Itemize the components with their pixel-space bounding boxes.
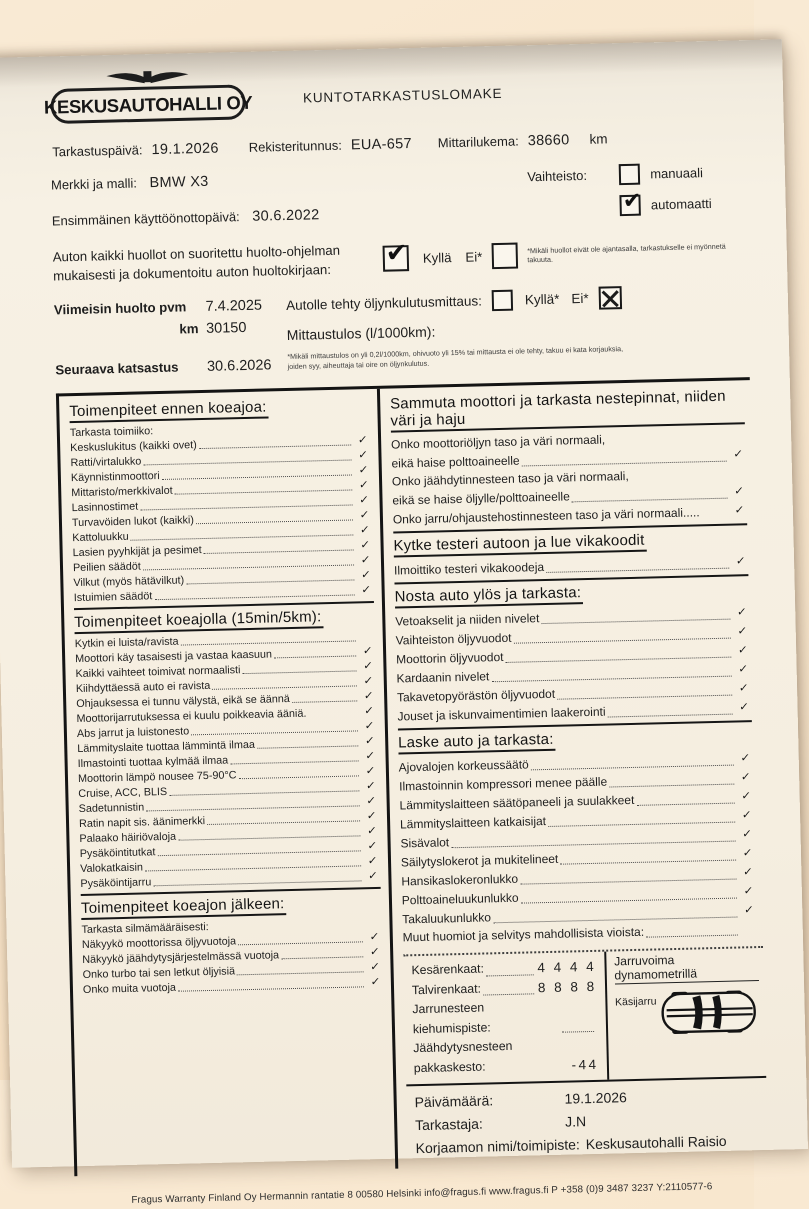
dotted-leader bbox=[546, 568, 729, 573]
item-label: Abs jarrut ja luistonesto bbox=[77, 724, 190, 741]
section-heading: Toimenpiteet koeajolla (15min/5km): bbox=[74, 606, 324, 634]
item-label: Palaako häiriövaloja bbox=[79, 830, 176, 846]
item-label: Polttoaineluukunlukko bbox=[402, 889, 519, 910]
checkmark-icon: ✓ bbox=[363, 779, 379, 793]
item-label: Säilytyslokerot ja mukitelineet bbox=[401, 850, 559, 872]
dotted-leader bbox=[153, 880, 361, 886]
item-label: Keskuslukitus (kaikki ovet) bbox=[70, 438, 197, 455]
item-label: Lasien pyyhkijät ja pesimet bbox=[73, 543, 202, 560]
item-label: Cruise, ACC, BLIS bbox=[78, 785, 167, 801]
right-sections bbox=[390, 383, 763, 946]
rekisteritunnus-value: EUA-657 bbox=[351, 136, 412, 153]
manuaali-checkbox bbox=[619, 164, 640, 185]
merkki-label: Merkki ja malli: bbox=[51, 175, 137, 192]
dotted-leader bbox=[292, 700, 357, 703]
ei-label: Ei* bbox=[465, 249, 482, 264]
item-label: Moottorin öljyvuodot bbox=[396, 648, 504, 669]
item-label: Käynnistinmoottori bbox=[71, 469, 160, 485]
scanned-form-paper bbox=[0, 39, 808, 1167]
checkmark-icon: ✓ bbox=[361, 704, 377, 718]
checkmark-icon: ✓ bbox=[359, 644, 375, 658]
form-title: KUNTOTARKASTUSLOMAKE bbox=[303, 86, 503, 106]
keskusautohalli-logo bbox=[48, 66, 247, 127]
dotted-leader bbox=[239, 775, 359, 779]
item-label: Ratti/virtalukko bbox=[70, 454, 141, 470]
vehicle-info bbox=[51, 171, 320, 229]
item-label: Onko muita vuotoja bbox=[83, 981, 176, 997]
item-label: Ajovalojen korkeussäätö bbox=[398, 755, 528, 776]
item-label: Vaihteiston öljyvuodot bbox=[395, 629, 511, 650]
item-label: Kaikki vaihteet toimivat normaalisti bbox=[75, 663, 240, 681]
jarruvoima-title: Jarruvoima dynamometrillä bbox=[614, 951, 759, 984]
checkmark-icon: ✓ bbox=[358, 583, 374, 597]
dotted-leader bbox=[257, 745, 358, 748]
checkmark-icon: ✓ bbox=[360, 674, 376, 688]
checkmark-icon: ✓ bbox=[739, 844, 755, 862]
item-label: Lämmityslaitteen säätöpaneeli ja suulakkeet bbox=[399, 791, 634, 815]
checkmark-icon: ✓ bbox=[741, 901, 757, 919]
kylla-checkbox bbox=[383, 245, 410, 272]
footer-text: Fragus Warranty Finland Oy Hermannin rantatie 8 00580 Helsinki info@fragus.fi www.fragus.fi P +358 (0)9 3487 3237 Y:2110577-6 bbox=[75, 1180, 769, 1207]
checkmark-icon: ✓ bbox=[365, 869, 381, 883]
huolto-details bbox=[54, 283, 750, 381]
dotted-leader bbox=[636, 803, 734, 806]
item-label: Lasinnostimet bbox=[71, 500, 138, 516]
checkmark-icon: ✓ bbox=[732, 552, 748, 570]
huolto-statement: Auton kaikki huollot on suoritettu huolto-ohjelman mukaisesti ja dokumentoitu auton huoltokirjaan: bbox=[52, 240, 383, 286]
mittaustulos-label: Mittaustulos (l/1000km): bbox=[287, 316, 749, 343]
checkmark-icon: ✓ bbox=[354, 433, 370, 447]
checkmark-icon: ✓ bbox=[358, 568, 374, 582]
dotted-leader bbox=[178, 986, 364, 991]
kasijarru-label: Käsijarru bbox=[615, 995, 657, 1008]
item-label: Valokatkaisin bbox=[80, 861, 143, 876]
kayttoonotto-label: Ensimmäinen käyttöönottopäivä: bbox=[52, 209, 240, 228]
checkmark-icon: ✓ bbox=[734, 603, 750, 621]
item-label: Lämmityslaite tuottaa lämmintä ilmaa bbox=[77, 738, 255, 756]
checkmark-icon: ✓ bbox=[360, 689, 376, 703]
huolto-disclaimer: *Mikäli huollot eivät ole ajantasalla, tarkastukselle ei myönnetä takuuta. bbox=[527, 241, 745, 264]
tarkastaja-label: Tarkastaja: bbox=[415, 1111, 566, 1138]
item-label: Pysäköintijarru bbox=[80, 875, 151, 891]
dotted-leader bbox=[274, 655, 356, 658]
item-label: Istuimien säädöt bbox=[74, 589, 153, 605]
item-label: Muut huomiot ja selvitys mahdollisista vioista: bbox=[402, 923, 644, 947]
info-row-1 bbox=[52, 128, 744, 160]
item-label: Kardaanin nivelet bbox=[396, 667, 489, 687]
checkmark-icon: ✓ bbox=[357, 538, 373, 552]
section-heading: Kytke testeri autoon ja lue vikakoodit bbox=[393, 530, 647, 558]
tire-label: Jarrunesteen kiehumispiste: bbox=[412, 997, 560, 1039]
km-label: km bbox=[54, 318, 202, 342]
item-label: Moottorijarrutuksessa ei kuulu poikkeavia ääniä. bbox=[76, 707, 306, 726]
item-label: Moottori käy tasaisesti ja vastaa kaasuun bbox=[75, 647, 272, 666]
checkmark-icon: ✓ bbox=[735, 679, 751, 697]
item-label: Turvavöiden lukot (kaikki) bbox=[72, 513, 194, 530]
checkmark-icon: ✓ bbox=[361, 734, 377, 748]
checkmark-icon: ✓ bbox=[367, 975, 383, 989]
dotted-leader bbox=[608, 714, 733, 718]
checkmark-icon: ✓ bbox=[734, 622, 750, 640]
item-label: Onko jäähdytinnesteen taso ja väri normaali, bbox=[392, 467, 629, 491]
item-label: eikä se haise öljylle/polttoaineelle bbox=[392, 487, 570, 509]
checkmark-icon: ✓ bbox=[730, 445, 746, 463]
checkmark-icon: ✓ bbox=[740, 882, 756, 900]
tire-label: Talvirenkaat: bbox=[412, 979, 481, 1000]
item-label: Jouset ja iskunvaimentimien laakerointi bbox=[397, 703, 605, 726]
checkmark-icon: ✓ bbox=[734, 641, 750, 659]
dotted-leader bbox=[486, 974, 534, 976]
checkmark-icon: ✓ bbox=[361, 719, 377, 733]
checkmark-icon: ✓ bbox=[735, 660, 751, 678]
tire-measurement-row bbox=[413, 1035, 599, 1078]
logo-text: KESKUSAUTOHALLI OY bbox=[44, 92, 254, 118]
oljy-ei-checkbox-checked bbox=[598, 286, 622, 310]
logo-wing-icon bbox=[106, 73, 144, 84]
tarkastuspaiva-label: Tarkastuspäivä: bbox=[52, 142, 143, 159]
tire-label: Jäähdytysnesteen pakkaskesto: bbox=[413, 1036, 566, 1079]
viimeisin-huolto-km: 30150 bbox=[206, 320, 247, 337]
item-label: Onko jarru/ohjaustehostinnesteen taso ja väri normaali..... bbox=[393, 503, 700, 528]
item-label: Onko moottoriöljyn taso ja väri normaali, bbox=[391, 431, 605, 454]
checklist-section bbox=[393, 523, 748, 579]
item-label: Ratin napit sis. äänimerkki bbox=[79, 814, 205, 831]
item-label: Sisävalot bbox=[400, 833, 449, 852]
checklist-section bbox=[74, 601, 380, 891]
section-heading: Toimenpiteet ennen koeajoa: bbox=[69, 396, 269, 423]
item-label: Takaluukunlukko bbox=[402, 908, 491, 928]
dotted-leader bbox=[243, 670, 357, 674]
item-label: Onko turbo tai sen letkut öljyisiä bbox=[82, 964, 235, 982]
checklist-section bbox=[69, 392, 374, 605]
item-label: Takavetopyörästön öljyvuodot bbox=[397, 685, 555, 707]
paivamaara-label: Päivämäärä: bbox=[414, 1088, 565, 1115]
automaatti-checkbox bbox=[620, 194, 641, 215]
item-label: eikä haise polttoaineelle bbox=[391, 452, 519, 473]
checkmark-icon: ✓ bbox=[356, 493, 372, 507]
kylla-label: Kyllä bbox=[423, 250, 452, 266]
checkmark-icon: ✓ bbox=[367, 960, 383, 974]
item-label: Tarkasta toimiiko: bbox=[70, 424, 154, 440]
dotted-leader bbox=[154, 594, 354, 600]
checkmark-icon: ✓ bbox=[739, 825, 755, 843]
viimeisin-huolto-label: Viimeisin huolto pvm bbox=[54, 296, 202, 320]
checkmark-icon: ✓ bbox=[738, 806, 754, 824]
checkmark-icon: ✓ bbox=[737, 768, 753, 786]
rekisteritunnus-label: Rekisteritunnus: bbox=[249, 138, 343, 155]
item-label: Näkyykö jäähdytysjärjestelmässä vuotoja bbox=[82, 948, 279, 967]
checkmark-icon: ✓ bbox=[357, 523, 373, 537]
item-label: Moottorin lämpö nousee 75-90°C bbox=[78, 768, 237, 786]
mittarilukema-unit: km bbox=[589, 131, 607, 146]
item-label: Ilmastoinnin kompressori menee päälle bbox=[399, 773, 607, 796]
checkmark-icon: ✓ bbox=[355, 478, 371, 492]
tire-label: Kesärenkaat: bbox=[411, 960, 484, 981]
mittarilukema-value: 38660 bbox=[528, 132, 570, 149]
checkmark-icon: ✓ bbox=[364, 854, 380, 868]
checklist-section bbox=[81, 887, 383, 997]
item-label: Hansikaslokeronlukko bbox=[401, 870, 518, 891]
checkmark-icon: ✓ bbox=[736, 698, 752, 716]
car-top-view-icon bbox=[659, 985, 758, 1039]
dotted-leader bbox=[562, 1031, 594, 1033]
checkmark-icon: ✓ bbox=[360, 659, 376, 673]
dotted-leader bbox=[646, 935, 738, 938]
item-label: Ohjauksessa ei tunnu välystä, eikä se äännä bbox=[76, 692, 290, 711]
section-heading: Laske auto ja tarkasta: bbox=[398, 729, 556, 755]
oljynkulutus-label: Autolle tehty öljynkulutusmittaus: bbox=[286, 293, 482, 313]
item-label: Vetoakselit ja niiden nivelet bbox=[395, 609, 539, 630]
item-label: Kiihdyttäessä auto ei ravista bbox=[76, 679, 211, 696]
tire-value: 4 4 4 4 bbox=[537, 957, 596, 978]
huolto-dates bbox=[54, 294, 272, 381]
tire-measurement-row bbox=[412, 996, 598, 1039]
checkmark-icon: ✓ bbox=[363, 794, 379, 808]
item-label: Mittaristo/merkkivalot bbox=[71, 484, 173, 500]
seuraava-katsastus-label: Seuraava katsastus bbox=[55, 356, 203, 380]
item-label: Ilmastointi tuottaa kylmää ilmaa bbox=[77, 753, 228, 771]
tarkastaja-value: J.N bbox=[565, 1110, 587, 1133]
merkki-value: BMW X3 bbox=[149, 174, 208, 191]
item-label: Peilien säädöt bbox=[73, 559, 141, 575]
item-label: Lämmityslaitteen katkaisijat bbox=[400, 812, 546, 833]
vaihteisto-group bbox=[527, 162, 712, 218]
oljynkulutus-disclaimer: *Mikäli mittaustulos on yli 0,2l/1000km, ohivuoto yli 15% tai mittausta ei ole tehty, takuu ei kata korjauksia, joiden syy, aiheuttaja tai oire on öljynkulutus. bbox=[287, 344, 623, 371]
viimeisin-huolto-pvm: 7.4.2025 bbox=[205, 298, 262, 315]
checklist-left-column bbox=[59, 389, 395, 1176]
section-heading: Toimenpiteet koeajon jälkeen: bbox=[81, 893, 287, 920]
checkmark-icon: ✔ bbox=[623, 188, 642, 213]
checkmark-icon: ✓ bbox=[731, 501, 747, 519]
oljy-kylla-label: Kyllä* bbox=[525, 292, 560, 308]
paivamaara-value: 19.1.2026 bbox=[564, 1086, 627, 1110]
item-label: Tarkasta silmämääräisesti: bbox=[81, 920, 208, 937]
kayttoonotto-value: 30.6.2022 bbox=[252, 207, 320, 225]
seuraava-katsastus-value: 30.6.2026 bbox=[207, 357, 272, 375]
vaihteisto-label: Vaihteisto: bbox=[527, 168, 605, 185]
checkmark-icon: ✓ bbox=[364, 824, 380, 838]
checkmark-icon: ✓ bbox=[362, 764, 378, 778]
item-label: Sadetunnistin bbox=[79, 800, 145, 816]
checkmark-icon: ✓ bbox=[357, 553, 373, 567]
checklist-section bbox=[390, 383, 747, 528]
item-label: Pysäköintitutkat bbox=[80, 845, 156, 861]
item-label: Näkyykö moottorissa öljyvuotoja bbox=[82, 934, 237, 952]
tire-measurements bbox=[403, 952, 607, 1085]
manuaali-label: manuaali bbox=[650, 165, 703, 181]
checkmark-icon: ✓ bbox=[731, 482, 747, 500]
mittarilukema-label: Mittarilukema: bbox=[438, 133, 519, 150]
jarruvoima-box bbox=[604, 948, 766, 1080]
tire-and-dyno-area bbox=[403, 946, 766, 1086]
section-heading: Nosta auto ylös ja tarkasta: bbox=[394, 582, 583, 608]
checkmark-icon: ✓ bbox=[740, 863, 756, 881]
dotted-leader bbox=[230, 760, 358, 764]
checkmark-icon: ✓ bbox=[366, 930, 382, 944]
oljynkulutus-group bbox=[270, 283, 750, 376]
checkmark-icon: ✓ bbox=[355, 448, 371, 462]
automaatti-label: automaatti bbox=[651, 196, 712, 212]
section-heading: Sammuta moottori ja tarkasta nestepinnat, niiden väri ja haju bbox=[390, 385, 745, 432]
korjaamo-label: Korjaamon nimi/toimipiste: bbox=[415, 1133, 580, 1160]
item-label: Kytkin ei luista/ravista bbox=[75, 635, 179, 651]
checklist-section bbox=[398, 720, 757, 946]
form-header bbox=[48, 54, 743, 126]
dotted-leader bbox=[238, 941, 363, 945]
checkmark-icon: ✔ bbox=[385, 238, 407, 269]
checkmark-icon: ✓ bbox=[366, 945, 382, 959]
item-label: Vilkut (myös hätävilkut) bbox=[73, 573, 184, 590]
tarkastuspaiva-value: 19.1.2026 bbox=[151, 141, 219, 159]
checkmark-icon: ✓ bbox=[363, 809, 379, 823]
huolto-statement-row bbox=[52, 231, 747, 285]
checkmark-icon: ✓ bbox=[362, 749, 378, 763]
spacer bbox=[700, 521, 732, 522]
oljy-ei-label: Ei* bbox=[571, 291, 589, 306]
dotted-leader bbox=[483, 993, 534, 995]
checkmark-icon: ✓ bbox=[738, 787, 754, 805]
korjaamo-value: Keskusautohalli Raisio bbox=[586, 1130, 727, 1156]
checklist-section bbox=[394, 574, 751, 725]
tire-value: 8 8 8 8 bbox=[538, 976, 597, 997]
ei-checkbox bbox=[492, 243, 519, 270]
item-label: Ilmoittiko testeri vikakoodeja bbox=[394, 558, 544, 580]
dotted-leader bbox=[609, 784, 734, 788]
tire-value: -44 bbox=[571, 1054, 598, 1074]
signature-area bbox=[406, 1078, 768, 1168]
checklist-right-column bbox=[377, 380, 768, 1169]
info-row-2-3 bbox=[51, 161, 746, 229]
checkmark-icon: ✓ bbox=[737, 749, 753, 767]
checkmark-icon: ✓ bbox=[364, 839, 380, 853]
checkmark-icon: ✓ bbox=[355, 463, 371, 477]
oljy-kylla-checkbox bbox=[492, 290, 513, 311]
item-label: Kattoluukku bbox=[72, 530, 129, 545]
dotted-leader bbox=[237, 971, 363, 975]
dotted-leader bbox=[281, 956, 363, 959]
checkmark-icon: ✓ bbox=[356, 508, 372, 522]
checklist-table bbox=[56, 377, 768, 1176]
